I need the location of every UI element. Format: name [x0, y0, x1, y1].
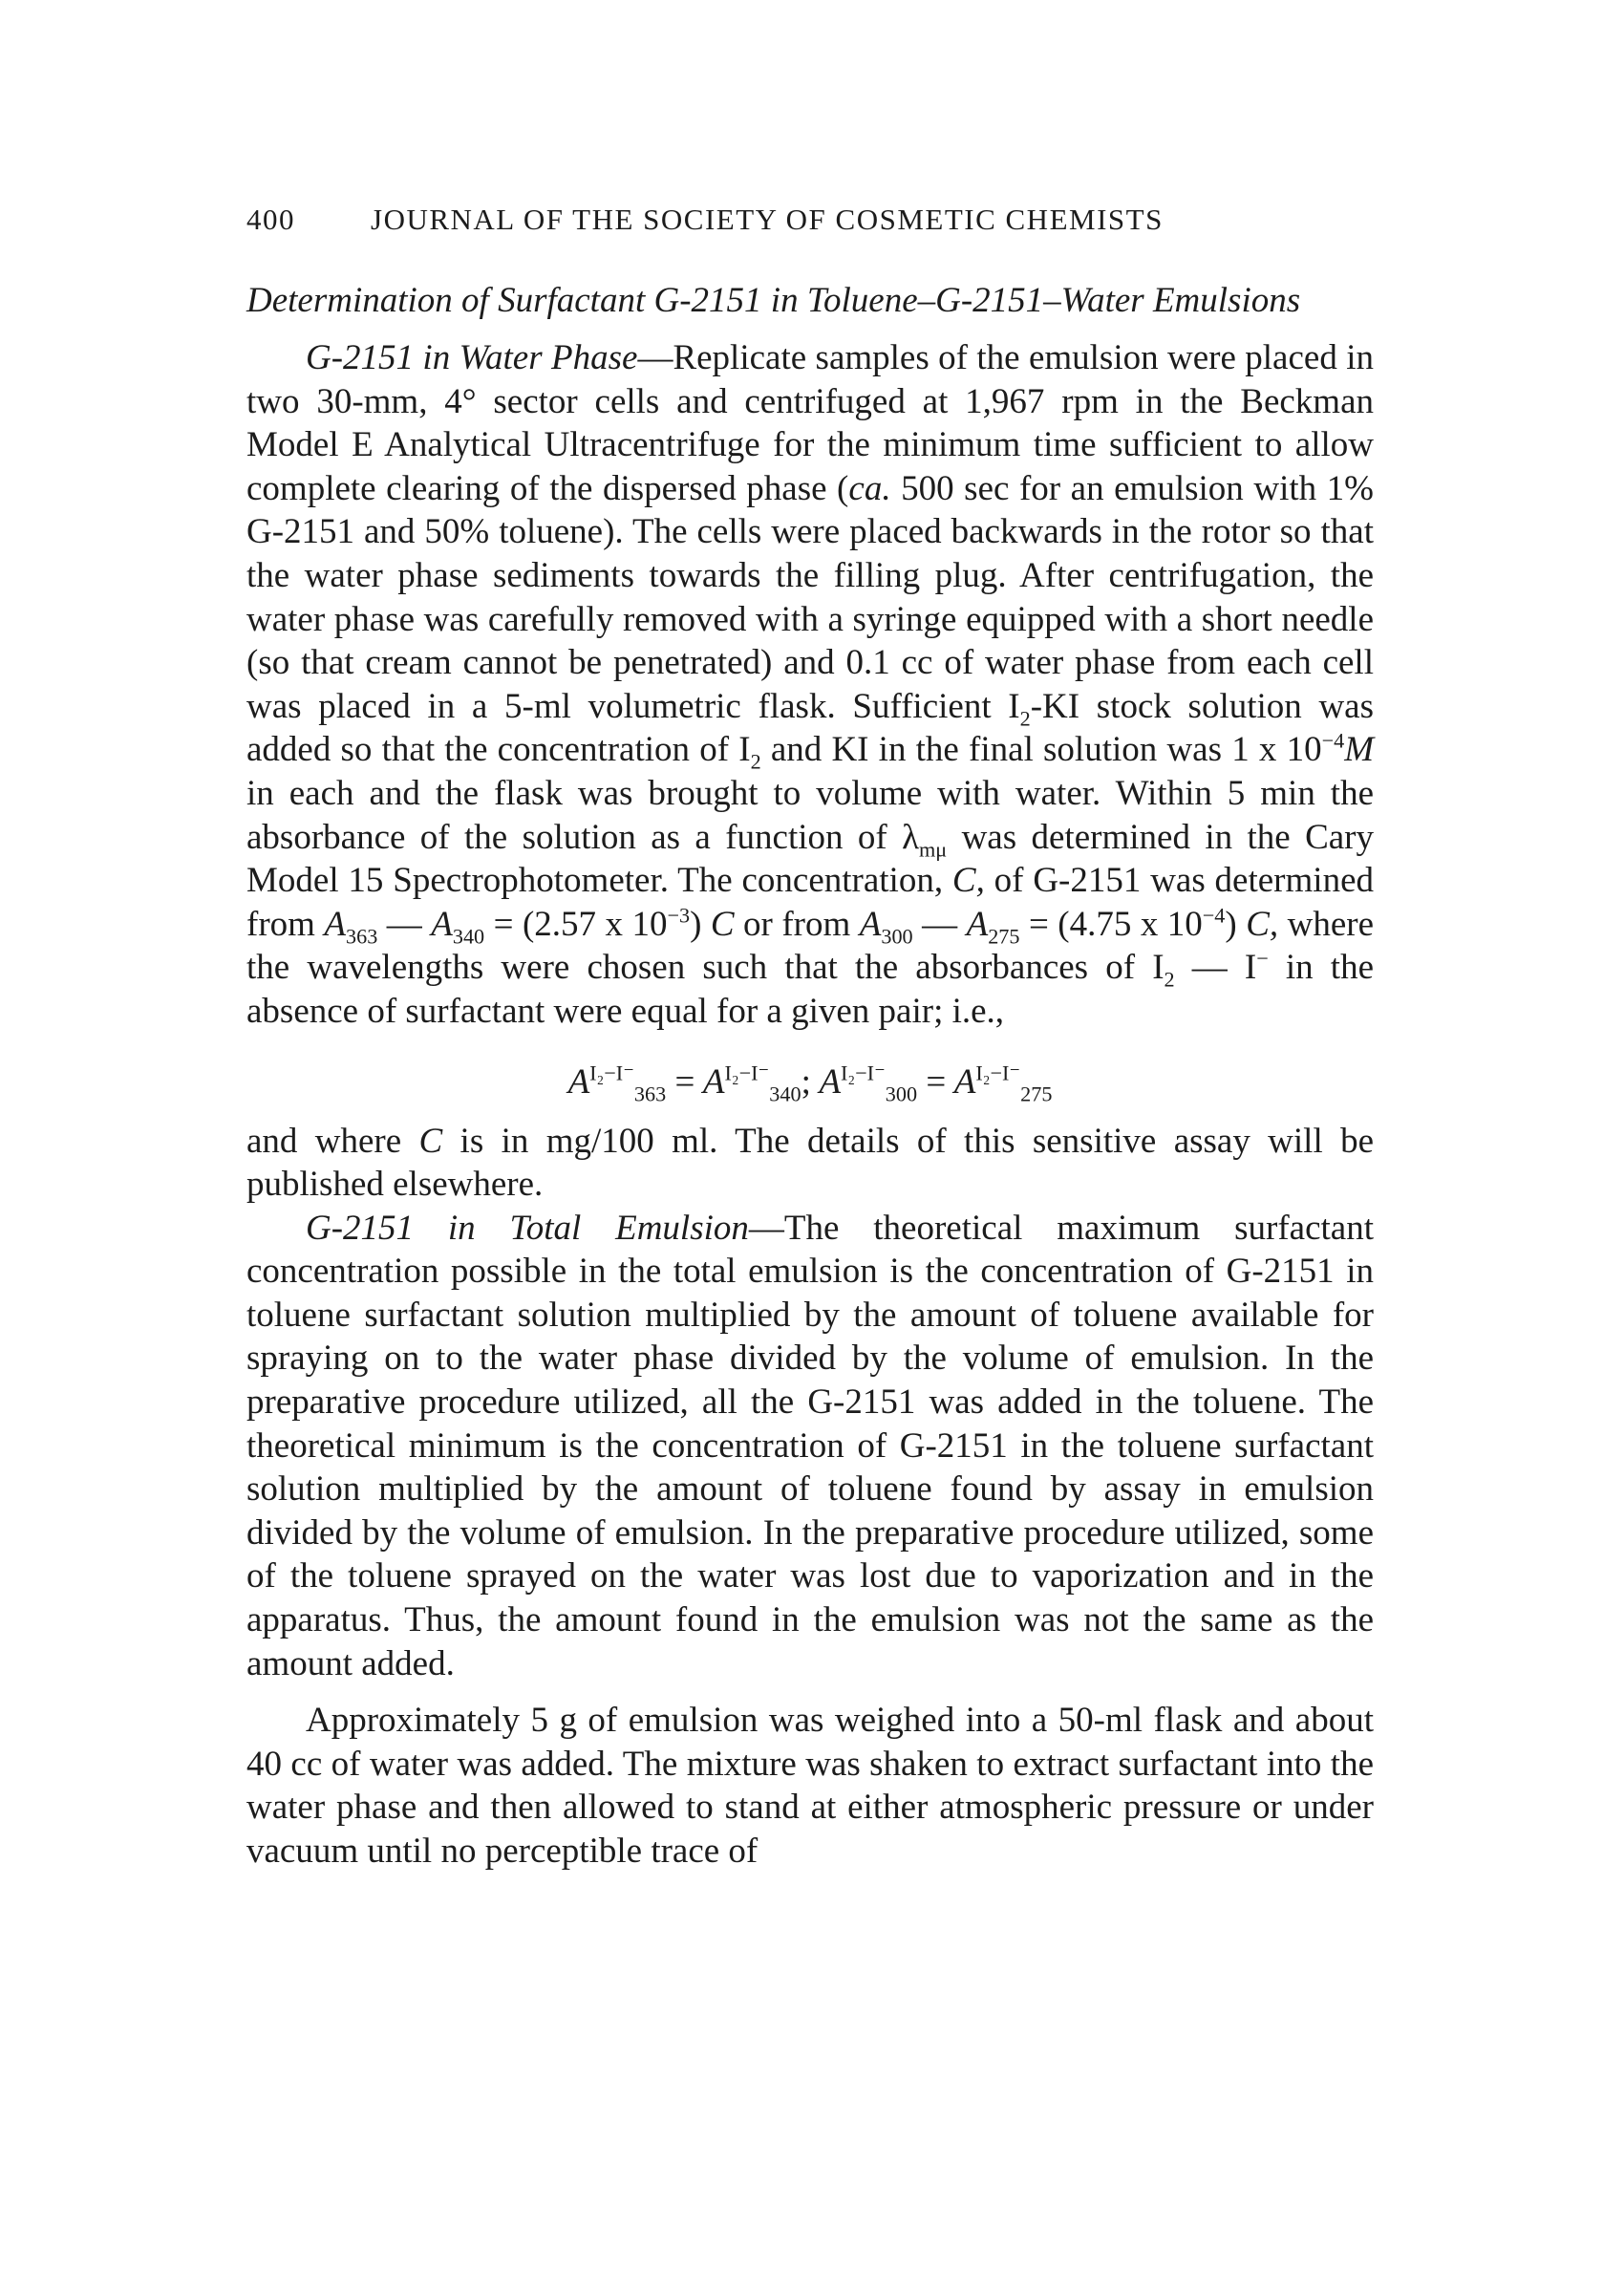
subscript: 2: [1019, 706, 1031, 731]
text-run: —: [377, 904, 432, 944]
eq-operator: =: [674, 1061, 695, 1102]
section-title: Determination of Surfactant G-2151 in Toluene–G-2151–Water Emulsions: [246, 281, 1301, 320]
text-run: = (4.75 x 10: [1019, 904, 1203, 944]
text-run: is in mg/100 ml. The details of this sensitive assay will be published elsewhere.: [246, 1121, 1375, 1205]
text-run: M: [1344, 730, 1375, 770]
running-header: [246, 201, 1374, 239]
eq-symbol: A: [567, 1061, 590, 1102]
eq-superscript: I₂−I⁻: [841, 1061, 886, 1085]
text-run: where the wavelengths were chosen such that the absorbances of I: [246, 904, 1374, 988]
text-run: ca.: [848, 468, 891, 508]
subscript: 300: [881, 924, 913, 949]
text-run: —Replicate samples of the emulsion were placed in two 30-mm, 4° sector cells and centrifuged at 1,967 rpm in the Beckman Model E Analytical Ultracentrifuge for the minimum time sufficient to allow complete clearing of the dispersed phase (: [246, 338, 1374, 508]
text-run: A: [966, 904, 989, 944]
subscript: 340: [452, 924, 485, 949]
subscript: 2: [1164, 967, 1175, 992]
text-run: in the absence of surfactant were equal for a given pair; i.e.,: [246, 948, 1375, 1031]
page-number: 400: [246, 203, 295, 236]
text-run: and where: [246, 1121, 419, 1161]
text-run: 500 sec for an emulsion with 1% G-2151 and 50% toluene). The cells were placed backwards in the rotor so that the water phase sediments towards the filling plug. After centrifugation, the water phase was carefully removed with a syringe equipped with a short needle (so that cream cannot be penetrated) and 0.1 cc of water phase from each cell was placed in a 5-ml volumetric flask. Sufficient I: [246, 468, 1374, 726]
eq-superscript: I₂−I⁻: [975, 1061, 1021, 1085]
text-run: = (2.57 x 10: [484, 904, 668, 944]
superscript: −3: [667, 903, 691, 928]
text-run: A: [859, 904, 882, 944]
absorbance-equation: [246, 1055, 1374, 1110]
text-run: A: [431, 904, 453, 944]
journal-page: [246, 201, 1374, 1874]
eq-symbol: A: [702, 1061, 725, 1102]
text-run: ): [1225, 904, 1247, 944]
subscript: 275: [988, 924, 1020, 949]
eq-subscript: 363: [633, 1081, 667, 1105]
text-run: C,: [1246, 904, 1279, 944]
subscript: 2: [750, 749, 761, 774]
text-run: and KI in the final solution was 1 x 10: [760, 730, 1322, 770]
text-run: — I: [1174, 948, 1257, 988]
superscript: −4: [1202, 903, 1226, 928]
text-run: C,: [951, 861, 985, 901]
paragraph-water-phase: [246, 336, 1374, 1034]
text-run: in each and the flask was brought to volume with water. Within 5 min the absorbance of the solution as a function of λ: [246, 773, 1374, 857]
text-run: C: [710, 904, 735, 944]
text-run: —: [912, 904, 967, 944]
text-run: of G-2151 was determined from: [246, 861, 1374, 944]
eq-symbol: A: [819, 1061, 842, 1102]
text-run: was determined in the Cary Model 15 Spectrophotometer. The concentration,: [246, 817, 1374, 901]
run-in-heading: G-2151 in Water Phase: [306, 338, 638, 377]
eq-subscript: 340: [769, 1081, 801, 1105]
eq-operator: =: [926, 1061, 947, 1102]
text-run: C: [418, 1121, 443, 1161]
paragraph-total-emulsion: [246, 1207, 1374, 1686]
eq-symbol: A: [953, 1061, 976, 1102]
subscript: 363: [346, 924, 378, 949]
subscript: mμ: [919, 836, 948, 861]
eq-superscript: I₂−I⁻: [724, 1061, 770, 1085]
eq-subscript: 275: [1020, 1081, 1053, 1105]
journal-title: JOURNAL OF THE SOCIETY OF COSMETIC CHEMISTS: [371, 203, 1164, 236]
text-run: —The theoretical maximum surfactant concentration possible in the total emulsion is the concentration of G-2151 in toluene surfactant solution multiplied by the amount of toluene available for spraying on to the water phase divided by the volume of emulsion. In the preparative procedure utilized, all the G-2151 was added in the toluene. The theoretical minimum is the concentration of G-2151 in the toluene surfactant solution multiplied by the amount of toluene found by assay in emulsion divided by the volume of emulsion. In the preparative procedure utilized, some of the toluene sprayed on the water was lost due to vaporization and in the apparatus. Thus, the amount found in the emulsion was not the same as the amount added.: [246, 1208, 1374, 1683]
superscript: −: [1256, 946, 1269, 971]
eq-superscript: I₂−I⁻: [589, 1061, 634, 1085]
paragraph-procedure: Approximately 5 g of emulsion was weighed into a 50-ml flask and about 40 cc of water was added. The mixture was shaken to extract surfactant into the water phase and then allowed to stand at either atmospheric pressure or under vacuum until no perceptible trace of: [246, 1701, 1374, 1871]
eq-separator: ;: [801, 1061, 811, 1102]
paragraph-units: [246, 1120, 1374, 1207]
eq-subscript: 300: [885, 1081, 918, 1105]
superscript: −4: [1321, 729, 1345, 754]
text-run: ): [690, 904, 711, 944]
text-run: -KI stock solution was added so that the concentration of I: [246, 686, 1374, 770]
run-in-heading: G-2151 in Total Emulsion: [306, 1208, 749, 1248]
text-run: A: [324, 904, 347, 944]
text-run: or from: [734, 904, 860, 944]
